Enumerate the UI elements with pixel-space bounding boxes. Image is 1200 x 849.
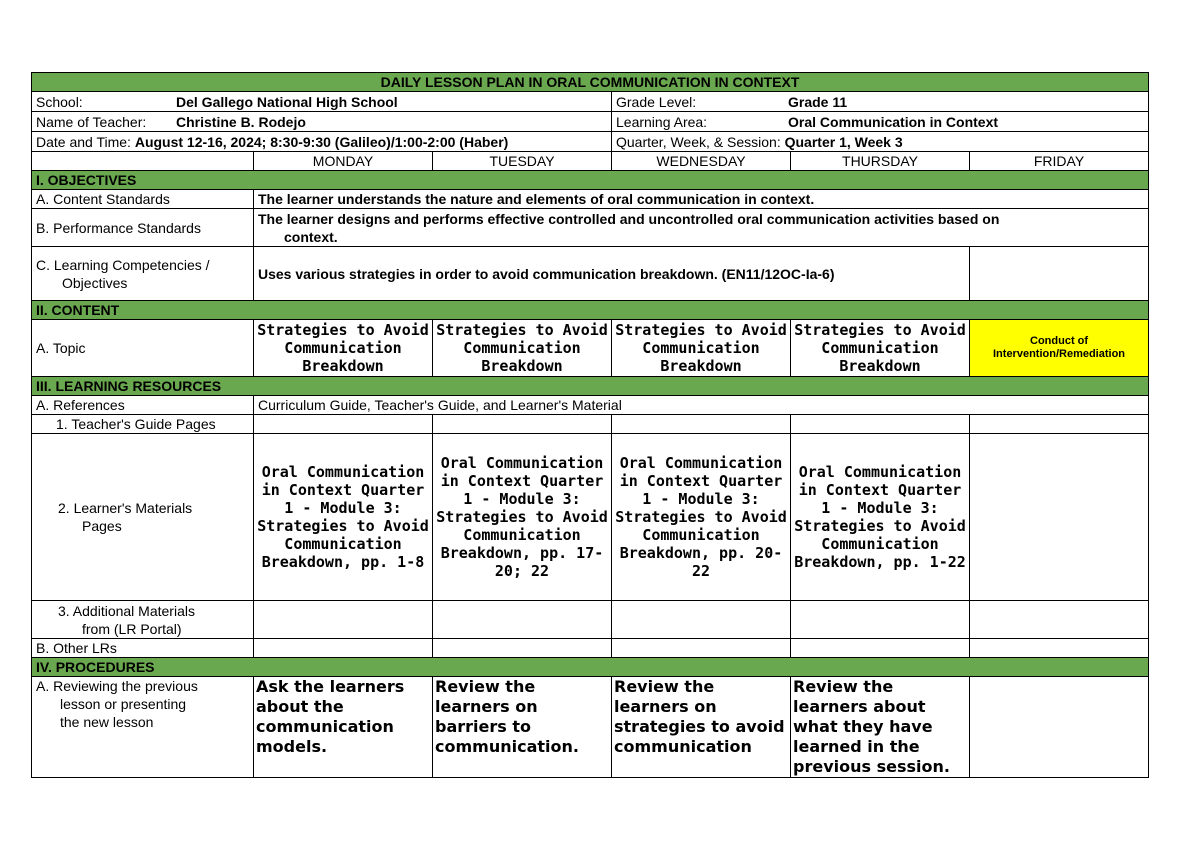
tg-tuesday: [433, 415, 612, 434]
lm-thursday: Oral Communication in Context Quarter 1 - Module 3: Strategies to Avoid Communication Breakdown, pp. 1-22: [791, 434, 970, 601]
area-label: Learning Area:: [616, 113, 708, 130]
objectives-heading: I. OBJECTIVES: [32, 171, 1149, 190]
review-monday: Ask the learners about the communication models.: [254, 677, 433, 778]
competencies-friday-cell: [970, 247, 1149, 301]
quarter-cell: [612, 132, 1149, 152]
performance-standards-cell: [254, 209, 1149, 247]
performance-standards-line1: The learner designs and performs effective controlled and uncontrolled oral communication activities based on: [258, 210, 1000, 227]
quarter-label: Quarter, Week, & Session:: [616, 133, 781, 150]
other-lrs-label: B. Other LRs: [32, 639, 254, 658]
grade-value: Grade 11: [788, 93, 848, 110]
tg-thursday: [791, 415, 970, 434]
procedures-heading: IV. PROCEDURES: [32, 658, 1149, 677]
review-label-line3: the new lesson: [60, 714, 154, 730]
tg-monday: [254, 415, 433, 434]
topic-thursday: Strategies to Avoid Communication Breakdown: [791, 320, 970, 377]
content-standards-label: A. Content Standards: [32, 190, 254, 209]
area-cell: [612, 112, 1149, 132]
additional-friday: [970, 601, 1149, 639]
competencies-value: Uses various strategies in order to avoid communication breakdown. (EN11/12OC-Ia-6): [254, 247, 970, 301]
day-wednesday: WEDNESDAY: [612, 152, 791, 171]
resources-heading: III. LEARNING RESOURCES: [32, 377, 1149, 396]
competencies-label-line1: C. Learning Competencies /: [36, 256, 210, 273]
page-title: DAILY LESSON PLAN IN ORAL COMMUNICATION IN CONTEXT: [32, 73, 1149, 92]
date-cell: [32, 132, 612, 152]
additional-label-line1: 3. Additional Materials: [58, 602, 195, 619]
tg-friday: [970, 415, 1149, 434]
review-label-line2: lesson or presenting: [60, 696, 187, 712]
review-label-line1: A. Reviewing the previous: [36, 678, 198, 694]
topic-friday: Conduct of Intervention/Remediation: [970, 320, 1149, 377]
school-label: School:: [36, 93, 83, 110]
topic-label: A. Topic: [32, 320, 254, 377]
tg-wednesday: [612, 415, 791, 434]
days-blank-cell: [32, 152, 254, 171]
date-label: Date and Time:: [36, 133, 131, 150]
review-tuesday: Review the learners on barriers to communication.: [433, 677, 612, 778]
lm-label-cell: [32, 434, 254, 601]
lm-monday: Oral Communication in Context Quarter 1 - Module 3: Strategies to Avoid Communication Breakdown, pp. 1-8: [254, 434, 433, 601]
other-thursday: [791, 639, 970, 658]
content-standards-value: The learner understands the nature and elements of oral communication in context.: [254, 190, 1149, 209]
performance-standards-line2: context.: [284, 228, 338, 245]
additional-label-line2: from (LR Portal): [82, 620, 182, 637]
references-value: Curriculum Guide, Teacher's Guide, and Learner's Material: [254, 396, 1149, 415]
grade-label: Grade Level:: [616, 93, 697, 110]
date-value: August 12-16, 2024; 8:30-9:30 (Galileo)/1:00-2:00 (Haber): [134, 133, 509, 150]
lesson-plan-table: [31, 72, 1149, 778]
references-label: A. References: [32, 396, 254, 415]
teacher-cell: [32, 112, 612, 132]
additional-label-cell: [32, 601, 254, 639]
school-cell: [32, 92, 612, 112]
lesson-plan-sheet: [31, 72, 1148, 778]
lm-wednesday: Oral Communication in Context Quarter 1 - Module 3: Strategies to Avoid Communication Breakdown, pp. 20-22: [612, 434, 791, 601]
other-friday: [970, 639, 1149, 658]
area-value: Oral Communication in Context: [788, 113, 999, 130]
content-heading: II. CONTENT: [32, 301, 1149, 320]
additional-wednesday: [612, 601, 791, 639]
topic-monday: Strategies to Avoid Communication Breakdown: [254, 320, 433, 377]
quarter-value: Quarter 1, Week 3: [784, 133, 903, 150]
tg-label: 1. Teacher's Guide Pages: [32, 415, 254, 434]
other-tuesday: [433, 639, 612, 658]
performance-standards-label: B. Performance Standards: [32, 209, 254, 247]
day-thursday: THURSDAY: [791, 152, 970, 171]
topic-tuesday: Strategies to Avoid Communication Breakdown: [433, 320, 612, 377]
lm-friday: [970, 434, 1149, 601]
teacher-value: Christine B. Rodejo: [176, 113, 306, 130]
competencies-label-line2: Objectives: [62, 274, 128, 291]
competencies-label-cell: [32, 247, 254, 301]
teacher-label: Name of Teacher:: [36, 113, 147, 130]
lm-label-line2: Pages: [82, 518, 122, 534]
review-wednesday: Review the learners on strategies to avoid communication: [612, 677, 791, 778]
other-wednesday: [612, 639, 791, 658]
grade-cell: [612, 92, 1149, 112]
day-tuesday: TUESDAY: [433, 152, 612, 171]
review-thursday: Review the learners about what they have learned in the previous session.: [791, 677, 970, 778]
school-value: Del Gallego National High School: [176, 93, 398, 110]
lm-tuesday: Oral Communication in Context Quarter 1 - Module 3: Strategies to Avoid Communication Breakdown, pp. 17-20; 22: [433, 434, 612, 601]
review-friday: [970, 677, 1149, 778]
additional-tuesday: [433, 601, 612, 639]
other-monday: [254, 639, 433, 658]
additional-monday: [254, 601, 433, 639]
day-friday: FRIDAY: [970, 152, 1149, 171]
topic-wednesday: Strategies to Avoid Communication Breakdown: [612, 320, 791, 377]
day-monday: MONDAY: [254, 152, 433, 171]
additional-thursday: [791, 601, 970, 639]
review-label-cell: [32, 677, 254, 778]
lm-label-line1: 2. Learner's Materials: [58, 500, 193, 516]
